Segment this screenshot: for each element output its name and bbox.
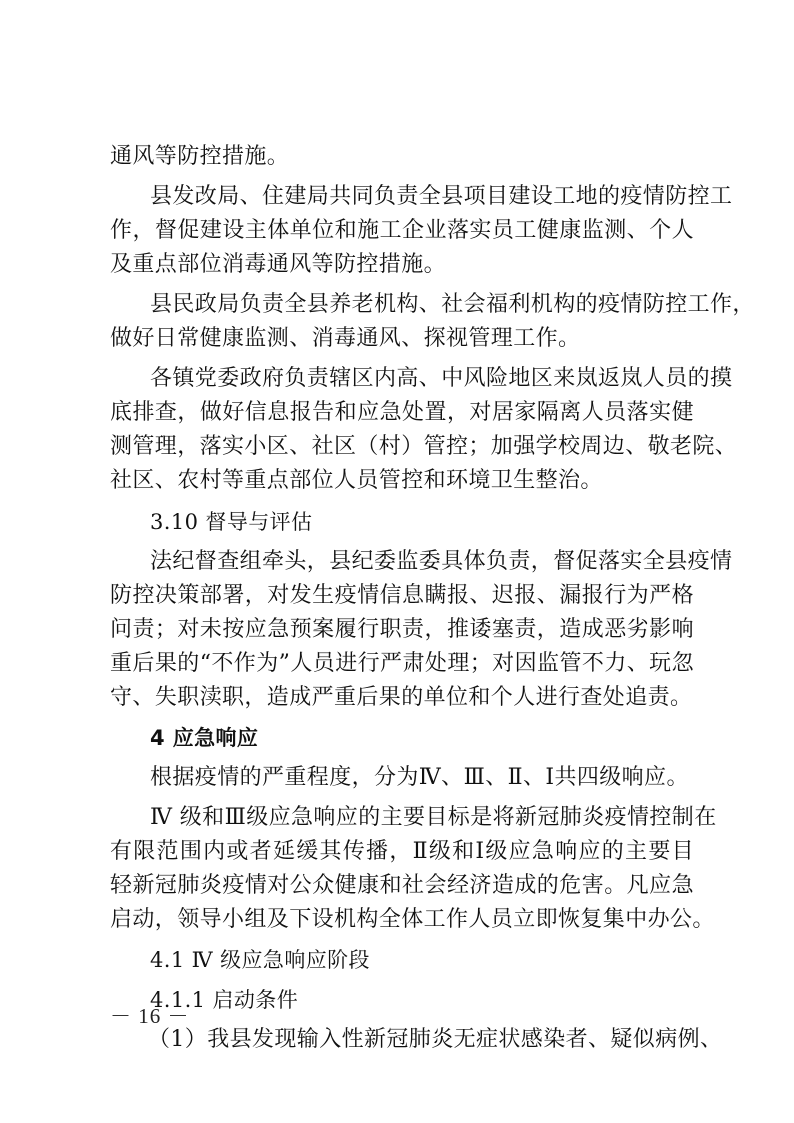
page-number: － 16 －	[110, 1004, 190, 1028]
paragraph-line: 根据疫情的严重程度，分为Ⅳ、Ⅲ、Ⅱ、Ⅰ共四级响应。	[150, 765, 689, 790]
paragraph-line: 有限范围内或者延缓其传播，Ⅱ级和Ⅰ级应急响应的主要目	[110, 839, 694, 864]
paragraph-line: （1）我县发现输入性新冠肺炎无症状感染者、疑似病例、	[148, 1027, 723, 1052]
paragraph-line: 防控决策部署，对发生疫情信息瞒报、迟报、漏报行为严格	[110, 583, 694, 608]
paragraph-line: 各镇党委政府负责辖区内高、中风险地区来岚返岚人员的摸	[150, 366, 733, 391]
paragraph-line: Ⅳ 级和Ⅲ级应急响应的主要目标是将新冠肺炎疫情控制在	[150, 805, 717, 830]
paragraph-line: 法纪督查组牵头，县纪委监委具体负责，督促落实全县疫情	[150, 549, 733, 574]
paragraph-line: 轻新冠肺炎疫情对公众健康和社会经济造成的危害。凡应急	[110, 873, 694, 898]
paragraph-line: 社区、农村等重点部位人员管控和环境卫生整治。	[110, 468, 603, 493]
paragraph-line: 县发改局、住建局共同负责全县项目建设工地的疫情防控工	[150, 184, 733, 209]
paragraph-line: 底排查，做好信息报告和应急处置，对居家隔离人员落实健	[110, 400, 694, 425]
paragraph-line: 做好日常健康监测、消毒通风、探视管理工作。	[110, 326, 581, 351]
paragraph-line: 及重点部位消毒通风等防控措施。	[110, 252, 447, 277]
paragraph-line: 测管理，落实小区、社区（村）管控；加强学校周边、敬老院、	[110, 434, 738, 459]
section-heading: 4.1 Ⅳ 级应急响应阶段	[150, 948, 370, 972]
chapter-heading: 4 应急响应	[150, 726, 259, 750]
section-heading: 3.10 督导与评估	[150, 510, 313, 534]
paragraph-line: 问责；对未按应急预案履行职责，推诿塞责，造成恶劣影响	[110, 617, 694, 642]
paragraph-line: 守、失职渎职，造成严重后果的单位和个人进行查处追责。	[110, 685, 693, 710]
paragraph-line: 作，督促建设主体单位和施工企业落实员工健康监测、个人	[110, 218, 694, 243]
subsection-heading: 4.1.1 启动条件	[150, 988, 299, 1012]
paragraph-line: 通风等防控措施。	[110, 144, 290, 169]
paragraph-line: 启动，领导小组及下设机构全体工作人员立即恢复集中办公。	[110, 907, 715, 932]
paragraph-line: 重后果的“不作为”人员进行严肃处理；对因监管不力、玩忽	[110, 651, 694, 676]
paragraph-line: 县民政局负责全县养老机构、社会福利机构的疫情防控工作，	[150, 292, 755, 317]
